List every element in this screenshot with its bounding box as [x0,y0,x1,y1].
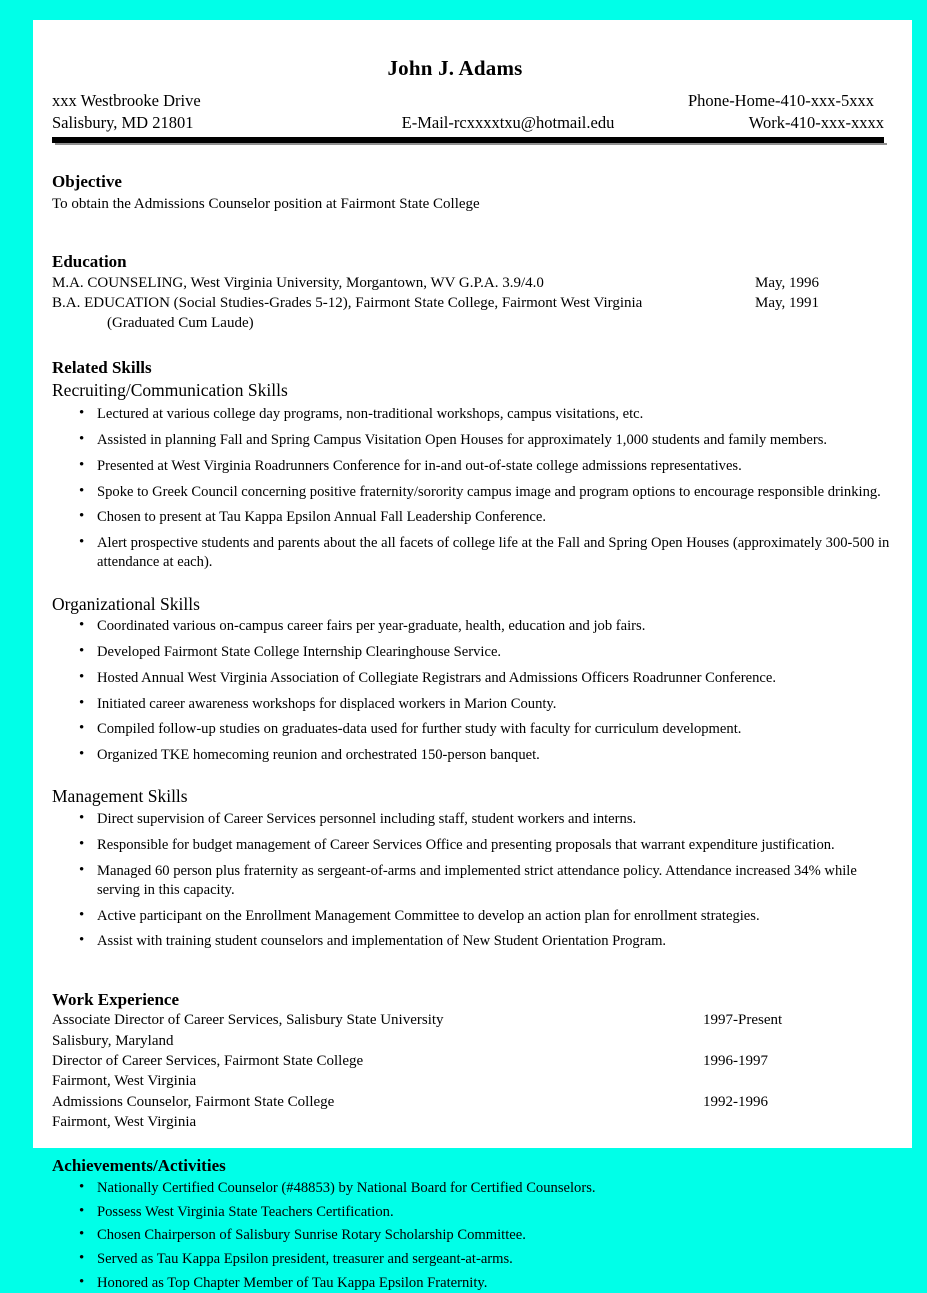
list-item: • Nationally Certified Counselor (#48853) by National Board for Certified Counselors. [52,1179,898,1198]
skills-group-recruiting [52,379,898,573]
education-entry-date: May, 1991 [755,294,820,311]
list-item: • Assisted in planning Fall and Spring Campus Visitation Open Houses for approximately 1,000 students and family members. [52,431,898,450]
list-item: • Managed 60 person plus fraternity as sergeant-of-arms and implemented strict attendance policy. Attendance increased 34% while serving in this capacity. [52,862,898,901]
work-entry-date: 1997-Present [703,1012,783,1029]
list-item: • Possess West Virginia State Teachers Certification. [52,1203,898,1222]
resume-body [33,172,912,1293]
section-objective [52,172,898,214]
skills-list-organizational [52,617,898,765]
subsection-heading-recruiting: Recruiting/Communication Skills [52,379,288,400]
address-line-2: Salisbury, MD 21801 [52,112,194,132]
applicant-name: John J. Adams [387,56,523,80]
section-heading-objective: Objective [52,171,122,191]
skills-list-recruiting [52,405,898,572]
list-item: • Responsible for budget management of Career Services Office and presenting proposals that warrant expenditure justification. [52,836,898,855]
list-item: • Assist with training student counselors and implementation of New Student Orientation Program. [52,932,898,951]
header-divider-rule [52,137,884,146]
list-item: • Developed Fairmont State College Internship Clearinghouse Service. [52,643,898,662]
list-item: • Initiated career awareness workshops for displaced workers in Marion County. [52,695,898,714]
phone-work: Work-410-xxx-xxxx [748,112,884,132]
list-item: • Chosen to present at Tau Kappa Epsilon Annual Fall Leadership Conference. [52,508,898,527]
subsection-heading-management: Management Skills [52,786,188,807]
skills-list-management [52,810,898,952]
section-achievements [52,1156,898,1293]
list-item: • Alert prospective students and parents about the all facets of college life at the Fall and Spring Open Houses (approximately 300-500 in attendance at each). [52,534,898,573]
section-heading-related-skills: Related Skills [52,357,152,377]
list-item: • Served as Tau Kappa Epsilon president, treasurer and sergeant-at-arms. [52,1250,898,1269]
address-line-1: xxx Westbrooke Drive [52,91,201,110]
resume-header [33,20,912,146]
skills-group-management [52,785,898,951]
education-entry-date: May, 1996 [755,274,820,291]
list-item: • Spoke to Greek Council concerning positive fraternity/sorority campus image and program options to encourage responsible drinking. [52,483,898,502]
objective-text: To obtain the Admissions Counselor position at Fairmont State College [52,195,480,212]
skills-group-organizational [52,593,898,766]
work-entry-location: Salisbury, Maryland [52,1032,174,1049]
education-entry [52,273,898,293]
contact-row-1 [52,90,902,112]
list-item: • Coordinated various on-campus career fairs per year-graduate, health, education and job fairs. [52,617,898,636]
list-item: • Lectured at various college day programs, non-traditional workshops, campus visitations, etc. [52,405,898,424]
contact-row-2 [52,112,902,134]
section-related-skills [52,358,898,952]
section-heading-achievements: Achievements/Activities [52,1156,226,1176]
education-entry-text: B.A. EDUCATION (Social Studies-Grades 5-12), Fairmont State College, Fairmont West Virginia [52,294,643,311]
work-entry-title: Director of Career Services, Fairmont State College [52,1052,364,1069]
section-education [52,252,898,334]
list-item: • Chosen Chairperson of Salisbury Sunrise Rotary Scholarship Committee. [52,1226,898,1245]
list-item: • Hosted Annual West Virginia Association of Collegiate Registrars and Admissions Officers Roadrunner Conference. [52,669,898,688]
work-entry-location: Fairmont, West Virginia [52,1073,197,1090]
contact-info-block [33,90,912,134]
list-item: • Active participant on the Enrollment Management Committee to develop an action plan for enrollment strategies. [52,907,898,926]
work-entry [52,1010,898,1051]
list-item: • Presented at West Virginia Roadrunners Conference for in-and out-of-state college admissions representatives. [52,457,898,476]
phone-home: Phone-Home-410-xxx-5xxx [687,91,874,110]
work-entry-date: 1996-1997 [703,1052,768,1069]
section-heading-work-experience: Work Experience [52,989,180,1009]
section-heading-education: Education [52,251,127,271]
section-work-experience [52,990,898,1133]
work-entry [52,1051,898,1092]
education-entry-text: M.A. COUNSELING, West Virginia University, Morgantown, WV G.P.A. 3.9/4.0 [52,274,544,291]
work-entry-date: 1992-1996 [703,1093,768,1110]
work-entry-location: Fairmont, West Virginia [52,1113,197,1130]
list-item: • Direct supervision of Career Services personnel including staff, student workers and interns. [52,810,898,829]
achievements-list [52,1179,898,1293]
list-item: • Organized TKE homecoming reunion and orchestrated 150-person banquet. [52,746,898,765]
education-entry [52,293,898,313]
subsection-heading-organizational: Organizational Skills [52,593,200,614]
work-entry-title-row [52,1010,898,1030]
work-entry-title: Associate Director of Career Services, Salisbury State University [52,1012,444,1029]
work-entry-title: Admissions Counselor, Fairmont State College [52,1093,335,1110]
contact-spacer-1 [362,90,644,112]
divider-shadow [55,143,887,145]
email-address: E-Mail-rcxxxxtxu@hotmail.edu [401,112,615,132]
resume-document [33,20,912,1291]
work-entry-title-row [52,1051,898,1071]
education-note: (Graduated Cum Laude) [107,315,254,332]
list-item: • Compiled follow-up studies on graduates-data used for further study with faculty for curriculum development. [52,720,898,739]
work-entry-title-row [52,1092,898,1112]
list-item: • Honored as Top Chapter Member of Tau Kappa Epsilon Fraternity. [52,1274,898,1293]
work-entry [52,1092,898,1133]
